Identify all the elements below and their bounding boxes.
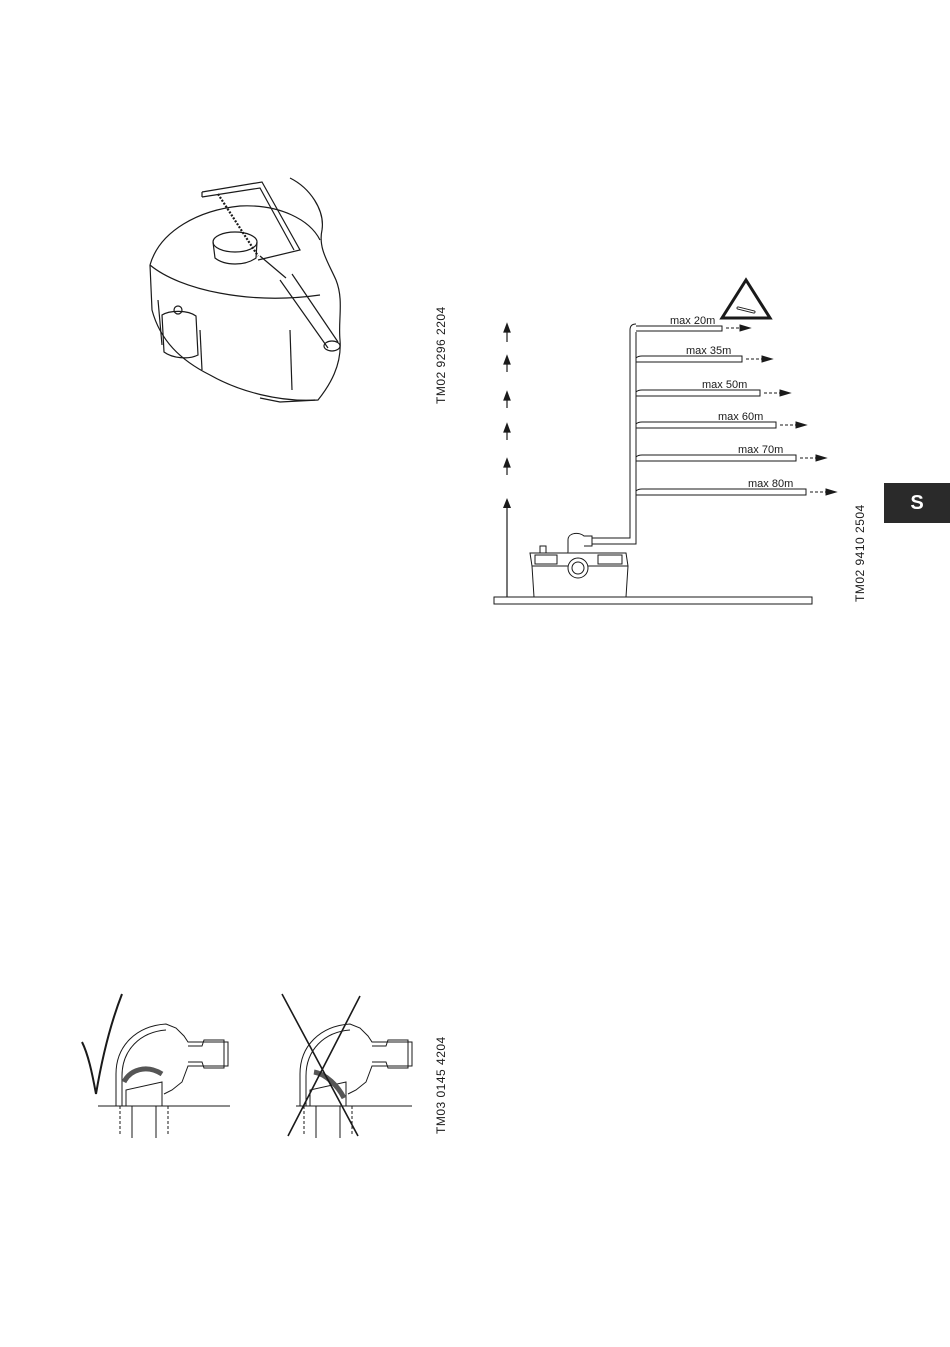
flow-arrows [726,325,836,495]
label-max-20m: max 20m [670,315,716,327]
warning-icon [722,280,770,318]
label-max-80m: max 80m [748,478,794,490]
elbow-correct-illustration [76,990,236,1140]
head-arrow [503,498,511,508]
figure-code-cutting: TM02 9296 2204 [434,306,448,404]
elbow-incorrect-illustration [278,990,418,1140]
section-tab: S [884,483,950,523]
label-max-35m: max 35m [686,345,732,357]
cutting-illustration [140,170,370,410]
figure-code-head: TM02 9410 2504 [853,504,867,602]
figure-code-elbow: TM03 0145 4204 [434,1036,448,1134]
cross-mark [282,994,360,1136]
head-diagram [480,270,840,615]
floor [494,597,812,604]
step-arrows [504,324,510,475]
label-max-60m: max 60m [718,411,764,423]
label-max-50m: max 50m [702,379,748,391]
pump-unit [530,533,628,597]
label-max-70m: max 70m [738,444,784,456]
